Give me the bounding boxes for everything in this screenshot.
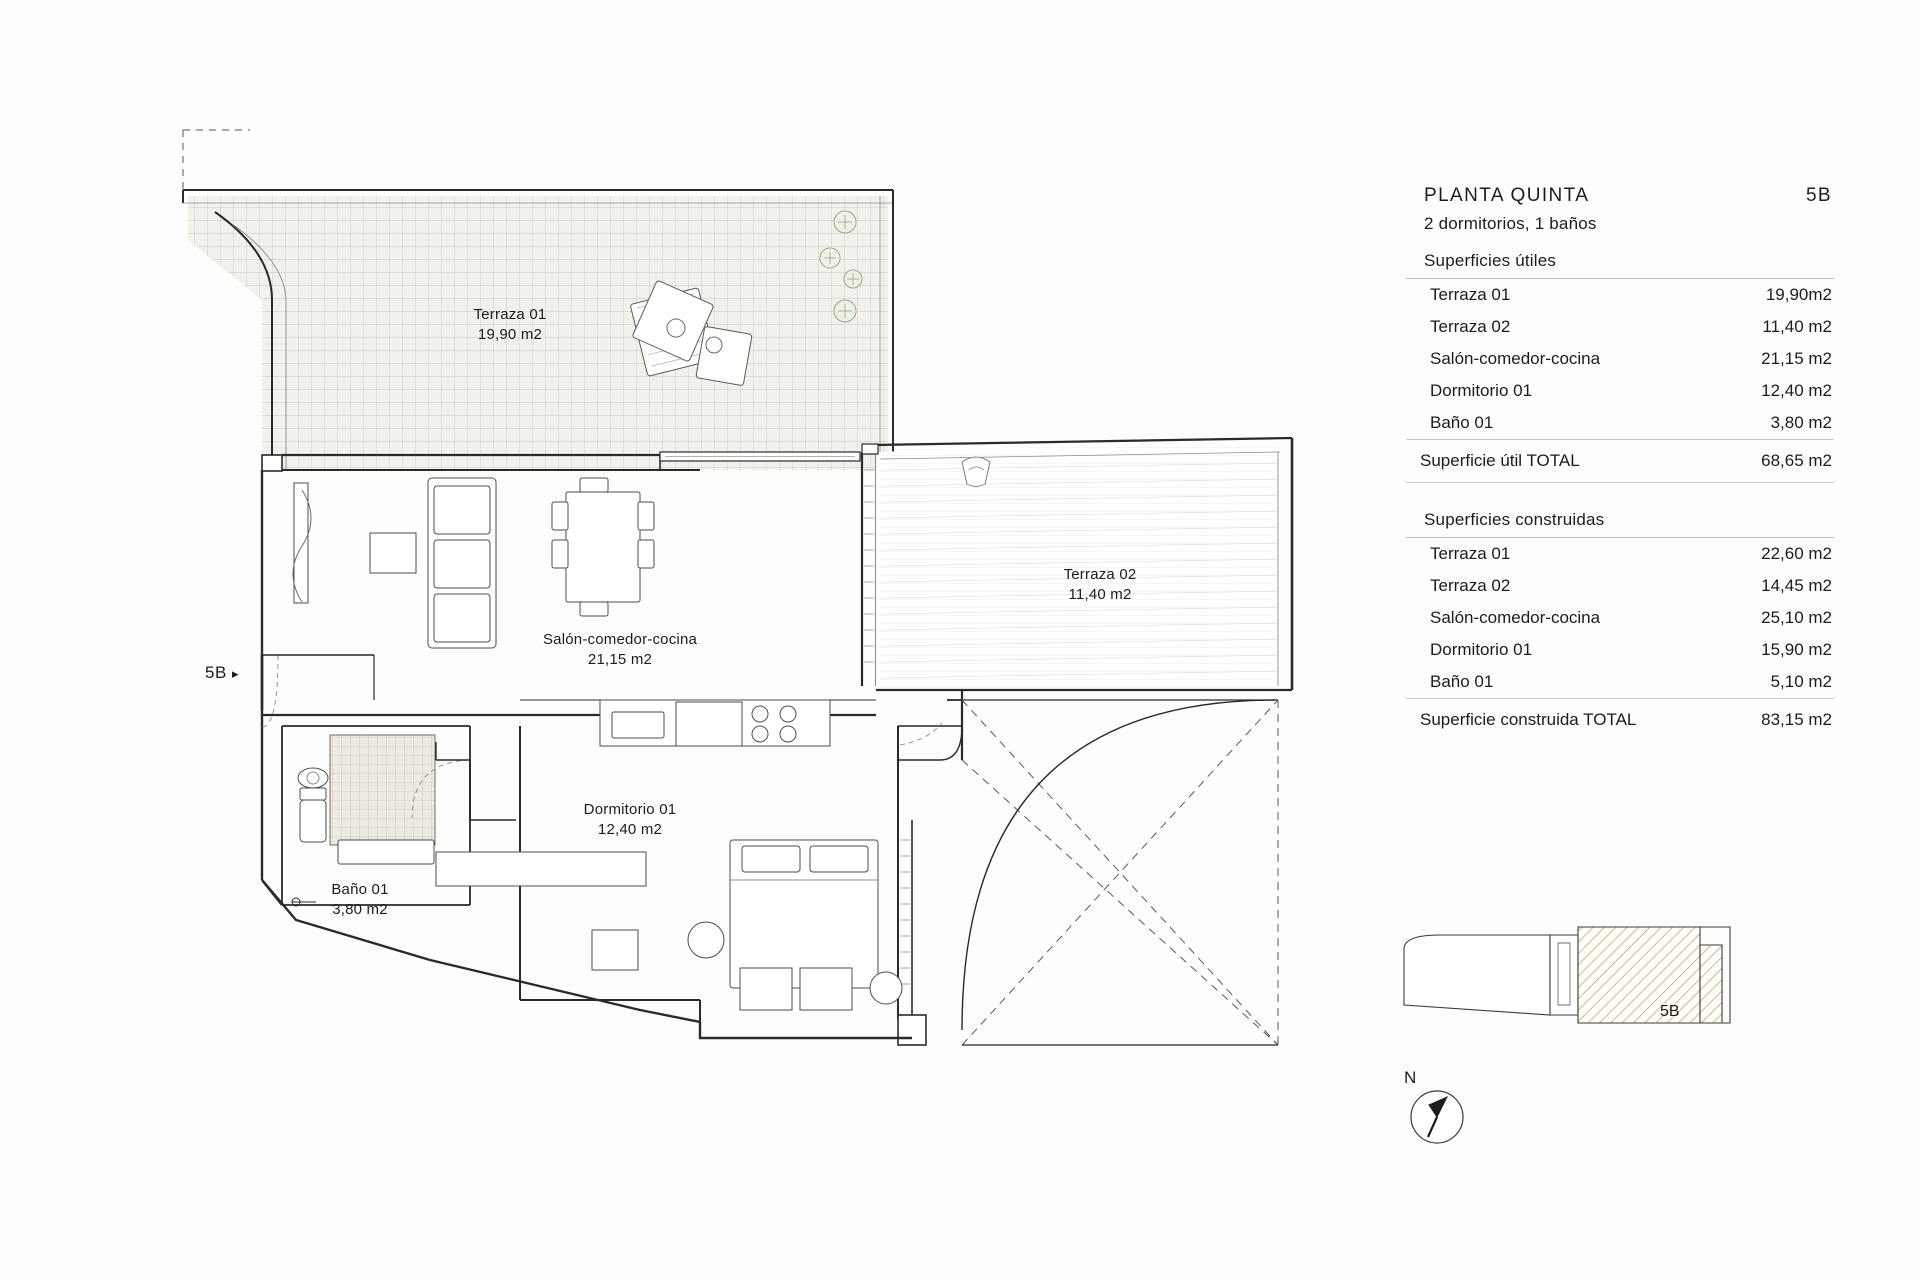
total-value: 68,65 m2 — [1761, 451, 1832, 470]
room-name: Terraza 01 — [473, 306, 547, 323]
total-label: Superficie construida TOTAL — [1420, 710, 1637, 729]
table-row — [1400, 407, 1840, 439]
built-total-row — [1400, 699, 1840, 741]
area-value: 3,80 m2 — [1770, 413, 1832, 432]
key-plan-unit-label: 5B — [1660, 1003, 1680, 1020]
area-value: 14,45 m2 — [1761, 576, 1832, 595]
room-area: 21,15 m2 — [587, 651, 653, 669]
entrance-unit-label: 5B — [205, 663, 227, 682]
useful-areas-title: Superficies útiles — [1424, 251, 1557, 270]
compass-rose — [1395, 1065, 1505, 1165]
unit-code: 5B — [1805, 185, 1832, 206]
compass-north-label: N — [1404, 1068, 1417, 1087]
spacer — [1400, 483, 1840, 493]
room-name: Baño 01 — [331, 881, 389, 898]
area-value: 25,10 m2 — [1761, 608, 1832, 627]
unit-info-panel — [1400, 185, 1840, 741]
table-row — [1400, 634, 1840, 666]
area-value: 11,40 m2 — [1762, 317, 1832, 336]
area-label: Dormitorio 01 — [1430, 640, 1533, 659]
room-name: Terraza 02 — [1063, 566, 1137, 583]
area-label: Terraza 02 — [1430, 317, 1511, 336]
area-value: 19,90m2 — [1765, 285, 1832, 304]
room-label-salon-comedor-cocina — [500, 630, 740, 671]
area-value: 12,40 m2 — [1761, 381, 1832, 400]
area-label: Terraza 01 — [1430, 544, 1511, 563]
table-row — [1400, 570, 1840, 602]
room-label-terraza-01 — [420, 305, 600, 346]
panel-header — [1400, 185, 1840, 207]
floor-title: PLANTA QUINTA — [1424, 185, 1590, 206]
area-value: 21,15 m2 — [1761, 349, 1832, 368]
useful-total-row — [1400, 440, 1840, 482]
area-value: 5,10 m2 — [1770, 672, 1832, 691]
area-label: Terraza 01 — [1430, 285, 1511, 304]
entrance-unit-marker — [205, 663, 239, 683]
room-name: Salón-comedor-cocina — [542, 631, 698, 648]
table-row — [1400, 375, 1840, 407]
area-label: Baño 01 — [1430, 413, 1494, 432]
table-row — [1400, 311, 1840, 343]
room-area: 12,40 m2 — [597, 821, 663, 839]
total-value: 83,15 m2 — [1761, 710, 1832, 729]
table-row — [1400, 279, 1840, 311]
room-label-bano-01 — [290, 880, 430, 921]
table-row — [1400, 602, 1840, 634]
area-value: 22,60 m2 — [1761, 544, 1832, 563]
key-plan-diagram — [1400, 905, 1800, 1055]
table-row — [1400, 666, 1840, 698]
area-label: Salón-comedor-cocina — [1430, 349, 1601, 368]
room-area: 11,40 m2 — [1068, 586, 1132, 604]
room-label-dormitorio-01 — [530, 800, 730, 841]
area-value: 15,90 m2 — [1761, 640, 1832, 659]
table-row — [1400, 538, 1840, 570]
total-label: Superficie útil TOTAL — [1420, 451, 1580, 470]
area-label: Baño 01 — [1430, 672, 1494, 691]
room-area: 19,90 m2 — [477, 326, 543, 344]
entrance-arrow-icon: ▸ — [232, 666, 240, 681]
room-name: Dormitorio 01 — [583, 801, 677, 818]
rooms-summary: 2 dormitorios, 1 baños — [1424, 214, 1597, 233]
room-area: 3,80 m2 — [332, 901, 388, 919]
area-label: Dormitorio 01 — [1430, 381, 1533, 400]
built-areas-title: Superficies construidas — [1424, 510, 1605, 529]
area-label: Salón-comedor-cocina — [1430, 608, 1601, 627]
area-label: Terraza 02 — [1430, 576, 1511, 595]
room-label-terraza-02 — [1010, 565, 1190, 606]
table-row — [1400, 343, 1840, 375]
